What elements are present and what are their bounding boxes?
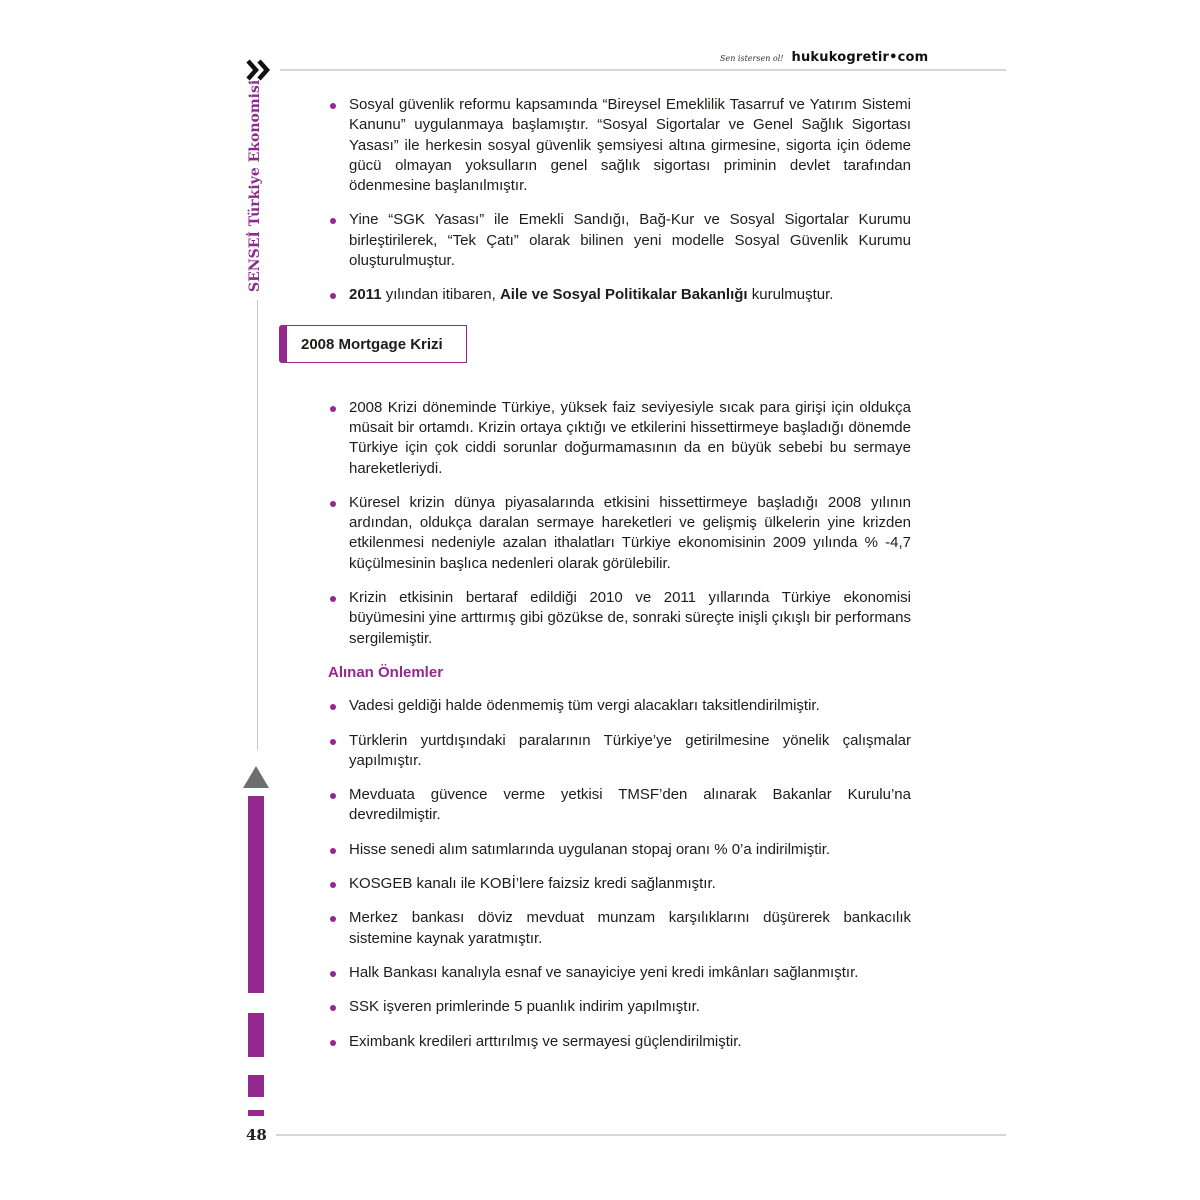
page-content [328, 95, 911, 1066]
header-brand[interactable] [720, 50, 928, 68]
measures-list [328, 696, 911, 1052]
book-title-vertical: SENSEİ Türkiye Ekonomisi [247, 79, 263, 292]
triangle-up-icon [243, 766, 269, 788]
footer-rule [276, 1134, 1006, 1136]
list-item: Merkez bankası döviz mevduat munzam karşılıklarını düşürerek bankacılık sistemine kaynak yaratmıştır. [328, 908, 911, 949]
progress-bar-segment [248, 1075, 264, 1097]
section-spacer [328, 320, 911, 398]
list-item: 2008 Krizi döneminde Türkiye, yüksek faiz seviyesiyle sıcak para girişi için oldukça müsait bir ortamdı. Krizin ortaya çıktığı ve etkilerini hissettirmeye başladığı dönemde Türkiye için çok ciddi sorunlar doğurmamasının da en büyük sebebi bu sermaye hareketleriydi. [328, 398, 911, 479]
list-item: Mevduata güvence verme yetkisi TMSF’den alınarak Bakanlar Kurulu’na devredilmiştir. [328, 785, 911, 826]
closing-text: kurulmuştur. [747, 286, 834, 304]
measures-heading: Alınan Önlemler [328, 663, 444, 681]
year-text: 2011 [349, 286, 382, 304]
list-item: Vadesi geldiği halde ödenmemiş tüm vergi alacakları taksitlendirilmiştir. [328, 696, 911, 716]
list-item: Krizin etkisinin bertaraf edildiği 2010 ve 2011 yıllarında Türkiye ekonomisi büyümesini yine arttırmış gibi gözükse de, sonraki süreçte inişli çıkışlı bir performans sergilemiştir. [328, 588, 911, 649]
intro-list [328, 95, 911, 306]
list-item: SSK işveren primlerinde 5 puanlık indirim yapılmıştır. [328, 997, 911, 1017]
list-item: Türklerin yurtdışındaki paralarının Türkiye’ye getirilmesine yönelik çalışmalar yapılmıştır. [328, 731, 911, 772]
list-item: Küresel krizin dünya piyasalarında etkisini hissettirmeye başladığı 2008 yılının ardından, oldukça daralan sermaye hareketleri ve gelişmiş ülkelerin yine krizden etkilenmesi nedeniyle azalan ithalatları Türkiye ekonomisinin 2009 yılında % -4,7 küçülmesinin başlıca nedenleri olarak görülebilir. [328, 493, 911, 574]
page-number: 48 [246, 1126, 267, 1144]
crisis-list [328, 398, 911, 649]
section-title: 2008 Mortgage Krizi [301, 335, 443, 353]
list-item: Halk Bankası kanalıyla esnaf ve sanayiciye yeni kredi imkânları sağlanmıştır. [328, 963, 911, 983]
list-item: Hisse senedi alım satımlarında uygulanan stopaj oranı % 0’a indirilmiştir. [328, 840, 911, 860]
progress-bar-segment [248, 1013, 264, 1057]
list-item: Sosyal güvenlik reformu kapsamında “Bireysel Emeklilik Tasarruf ve Yatırım Sistemi Kanunu” uygulanmaya başlamıştır. “Sosyal Sigortalar ve Genel Sağlık Sigortası Yasası” ile herkesin sosyal güvenlik şemsiyesi altına girmesine, sigorta için ödeme gücü olmayan yoksulların genel sağlık sigortası priminin devlet tarafından ödenmesine başlanılmıştır. [328, 95, 911, 196]
list-item-ministry [328, 285, 911, 305]
progress-bar-segment [248, 1110, 264, 1116]
brand-site-name: hukukogretir•com [791, 50, 929, 65]
list-item: KOSGEB kanalı ile KOBİ’lere faizsiz kredi sağlanmıştır. [328, 874, 911, 894]
ministry-name: Aile ve Sosyal Politikalar Bakanlığı [499, 286, 748, 304]
progress-bar-segment [248, 796, 264, 993]
connector-text: yılından itibaren, [381, 286, 500, 304]
header-rule [280, 69, 1006, 71]
double-chevron-icon [246, 58, 272, 82]
list-item: Yine “SGK Yasası” ile Emekli Sandığı, Bağ-Kur ve Sosyal Sigortalar Kurumu birleştirilerek, “Tek Çatı” olarak bilinen yeni modelle Sosyal Güvenlik Kurumu oluşturulmuştur. [328, 210, 911, 271]
brand-slogan: Sen istersen ol! [720, 54, 784, 63]
list-item: Eximbank kredileri arttırılmış ve sermayesi güçlendirilmiştir. [328, 1032, 911, 1052]
side-rule [257, 300, 258, 750]
